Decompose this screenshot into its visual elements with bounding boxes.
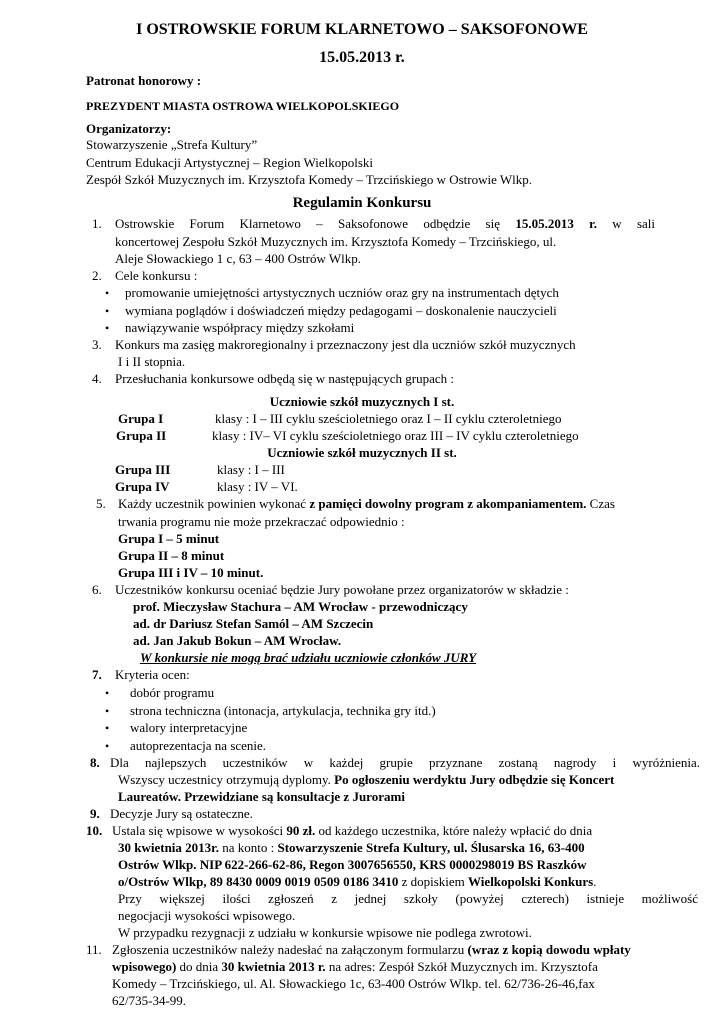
point-8-line-3: Laureatów. Przewidziane są konsultacje z Jurorami xyxy=(118,789,405,804)
point-11-text: Zgłoszenia uczestników należy nadesłać na załączonym formularzu xyxy=(112,942,468,957)
point-5-number: 5. xyxy=(96,496,106,511)
point-5-line-1 xyxy=(118,496,615,512)
bullet-icon: • xyxy=(105,321,110,335)
point-6-number: 6. xyxy=(92,582,102,597)
point-3-line-2: I i II stopnia. xyxy=(118,354,186,369)
point-8-line-2 xyxy=(118,772,614,788)
point-6-line-1: Uczestników konkursu oceniać będzie Jury powołane przez organizatorów w składzie : xyxy=(115,582,569,597)
point-9-number: 9. xyxy=(90,806,100,821)
point-10-line-2 xyxy=(118,840,585,856)
point-11-line-3: Komedy – Trzcińskiego, ul. Al. Słowackiego 1c, 63-400 Ostrów Wlkp. tel. 62/736-26-46,fax xyxy=(112,976,595,991)
organizer-3: Zespół Szkół Muzycznych im. Krzysztofa Komedy – Trzcińskiego w Ostrowie Wlkp. xyxy=(86,172,533,187)
point-5-line-2: trwania programu nie może przekraczać odpowiednio : xyxy=(118,514,405,529)
bullet-icon: • xyxy=(105,704,110,718)
goal-item-2: wymiana poglądów i doświadczeń między pedagogami – doskonalenie nauczycieli xyxy=(125,303,557,318)
group-4-name: Grupa IV xyxy=(115,479,170,494)
point-11-line-4: 62/735-34-99. xyxy=(112,993,187,1008)
point-1-line-2: koncertowej Zespołu Szkół Muzycznych im. Krzysztofa Komedy – Trzcińskiego, ul. xyxy=(115,234,557,249)
time-limit-3: Grupa III i IV – 10 minut. xyxy=(118,565,264,580)
time-limit-1: Grupa I – 5 minut xyxy=(118,531,220,546)
point-1-line-1 xyxy=(115,216,655,232)
point-10-line-6: negocjacji wysokości wpisowego. xyxy=(118,908,296,923)
group-2-name: Grupa II xyxy=(116,428,167,443)
time-limit-2: Grupa II – 8 minut xyxy=(118,548,225,563)
point-3-number: 3. xyxy=(92,337,102,352)
point-11-deadline-label: do dnia xyxy=(176,959,222,974)
point-11-emphasis-end: wpisowego) xyxy=(112,959,177,974)
organizer-2: Centrum Edukacji Artystycznej – Region Wielkopolski xyxy=(86,155,373,170)
point-10-account-label: na konto : xyxy=(219,840,278,855)
point-1-number: 1. xyxy=(92,216,102,231)
point-11-number: 11. xyxy=(86,942,102,957)
criterion-3: walory interpretacyjne xyxy=(130,720,248,735)
patronage-value: PREZYDENT MIASTA OSTROWA WIELKOPOLSKIEGO xyxy=(86,99,400,113)
point-8-line-1: Dla najlepszych uczestników w każdej grupie przyznane zostaną nagrody i wyróżnienia. xyxy=(110,755,700,770)
point-11-emphasis: (wraz z kopią dowodu wpłaty xyxy=(467,942,631,957)
point-5-text: Każdy uczestnik powinien wykonać xyxy=(118,496,310,511)
jury-member-3: ad. Jan Jakub Bokun – AM Wrocław. xyxy=(133,633,342,648)
group-4-desc: klasy : IV – VI. xyxy=(217,479,298,494)
point-5-emphasis: z pamięci dowolny program z akompaniamentem. xyxy=(309,496,587,511)
point-4-number: 4. xyxy=(92,371,102,386)
point-8-number: 8. xyxy=(90,755,100,770)
group-1-desc: klasy : I – III cyklu sześcioletniego oraz I – II cyklu czteroletniego xyxy=(215,411,562,426)
group-3-desc: klasy : I – III xyxy=(217,462,285,477)
rules-title: Regulamin Konkursu xyxy=(292,195,432,211)
point-10-line-4 xyxy=(118,874,596,890)
point-2-label: Cele konkursu : xyxy=(115,268,198,283)
point-1-line-3: Aleje Słowackiego 1 c, 63 – 400 Ostrów Wlkp. xyxy=(115,251,361,266)
criterion-2: strona techniczna (intonacja, artykulacja, technika gry itd.) xyxy=(130,703,436,718)
group-1-name: Grupa I xyxy=(118,411,164,426)
point-1-date: 15.05.2013 r. xyxy=(515,216,597,231)
point-11-line-1 xyxy=(112,942,631,958)
bullet-icon: • xyxy=(105,304,110,318)
criterion-1: dobór programu xyxy=(130,685,215,700)
organizer-1: Stowarzyszenie „Strefa Kultury” xyxy=(86,137,258,152)
point-10-text: Ustala się wpisowe w wysokości xyxy=(112,823,287,838)
point-3-line-1: Konkurs ma zasięg makroregionalny i przeznaczony jest dla uczniów szkół muzycznych xyxy=(115,337,576,352)
point-8-emphasis: Po ogłoszeniu werdyktu Jury odbędzie się Koncert xyxy=(334,772,615,787)
organizers-label: Organizatorzy: xyxy=(86,121,172,136)
patronage-label: Patronat honorowy : xyxy=(86,73,202,88)
jury-note: W konkursie nie mogą brać udziału uczniowie członków JURY xyxy=(140,650,477,665)
point-5-text-end: Czas xyxy=(586,496,615,511)
group-3-name: Grupa III xyxy=(115,462,171,477)
fee-amount: 90 zł. xyxy=(286,823,316,838)
document-title: I OSTROWSKIE FORUM KLARNETOWO – SAKSOFONOWE xyxy=(136,21,588,38)
event-date: 15.05.2013 r. xyxy=(319,49,405,66)
group-heading-2: Uczniowie szkół muzycznych II st. xyxy=(267,445,457,460)
jury-member-1: prof. Mieczysław Stachura – AM Wrocław - przewodniczący xyxy=(133,599,468,614)
account-holder: Stowarzyszenie Strefa Kultury, ul. Ślusarska 16, 63-400 xyxy=(277,840,585,855)
point-7-number: 7. xyxy=(92,667,102,682)
point-10-period: . xyxy=(593,874,597,889)
point-4-label: Przesłuchania konkursowe odbędą się w następujących grupach : xyxy=(115,371,454,386)
point-11-address: na adres: Zespół Szkół Muzycznych im. Krzysztofa xyxy=(325,959,598,974)
bullet-icon: • xyxy=(105,721,110,735)
group-2-desc: klasy : IV– VI cyklu sześcioletniego oraz III – IV cyklu czteroletniego xyxy=(212,428,579,443)
point-10-number: 10. xyxy=(86,823,103,838)
point-10-text-end: od każdego uczestnika, które należy wpłacić do dnia xyxy=(315,823,593,838)
goal-item-1: promowanie umiejętności artystycznych uczniów oraz gry na instrumentach dętych xyxy=(125,285,559,300)
point-1-text: Ostrowskie Forum Klarnetowo – Saksofonowe odbędzie się xyxy=(115,216,516,231)
jury-member-2: ad. dr Dariusz Stefan Samól – AM Szczecin xyxy=(133,616,374,631)
bullet-icon: • xyxy=(105,286,110,300)
point-10-line-5: Przy większej ilości zgłoszeń z jednej szkoły (powyżej czterech) istnieje możliwość xyxy=(118,891,698,906)
point-11-line-2 xyxy=(112,959,598,975)
point-9-text: Decyzje Jury są ostateczne. xyxy=(110,806,253,821)
fee-deadline: 30 kwietnia 2013r. xyxy=(118,840,219,855)
point-2-number: 2. xyxy=(92,268,102,283)
point-10-line-7: W przypadku rezygnacji z udziału w konkursie wpisowe nie podlega zwrotowi. xyxy=(118,925,532,940)
application-deadline: 30 kwietnia 2013 r. xyxy=(221,959,326,974)
bullet-icon: • xyxy=(105,739,110,753)
goal-item-3: nawiązywanie współpracy między szkołami xyxy=(125,320,355,335)
point-10-line-3: Ostrów Wlkp. NIP 622-266-62-86, Regon 3007656550, KRS 0000298019 BS Raszków xyxy=(118,857,587,872)
point-8-text: Wszyscy uczestnicy otrzymują dyplomy. xyxy=(118,772,335,787)
payment-annotation: Wielkopolski Konkurs xyxy=(468,874,594,889)
point-10-annotation-label: z dopiskiem xyxy=(398,874,469,889)
group-heading-1: Uczniowie szkół muzycznych I st. xyxy=(269,394,455,409)
bullet-icon: • xyxy=(105,686,110,700)
point-7-label: Kryteria ocen: xyxy=(115,667,190,682)
point-10-line-1 xyxy=(112,823,592,839)
point-1-text-end: w sali xyxy=(596,216,656,231)
bank-account: o/Ostrów Wlkp, 89 8430 0009 0019 0509 0186 3410 xyxy=(118,874,399,889)
criterion-4: autoprezentacja na scenie. xyxy=(130,738,267,753)
